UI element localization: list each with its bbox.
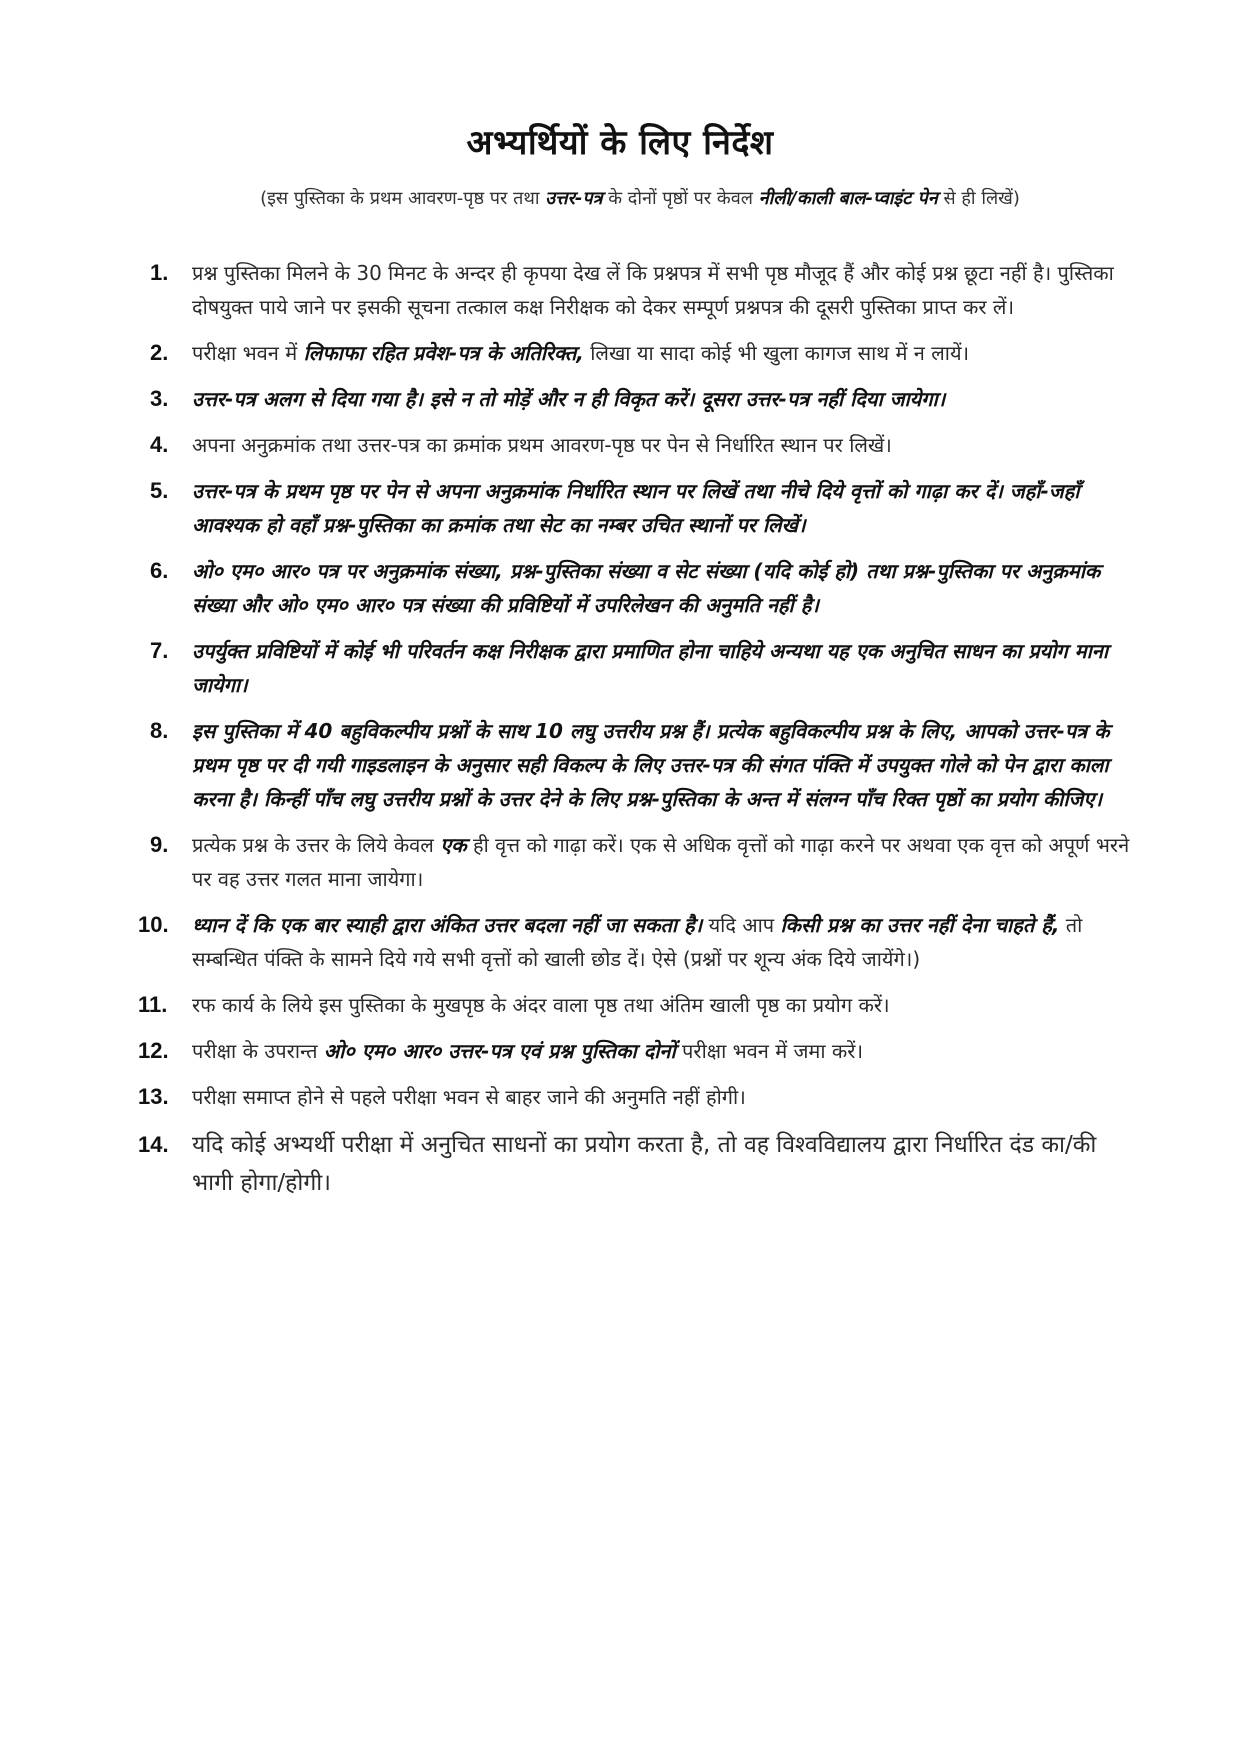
instruction-text: परीक्षा भवन में जमा करें। xyxy=(675,1039,864,1063)
instruction-text: रफ कार्य के लिये इस पुस्तिका के मुखपृष्ठ के अंदर वाला पृष्ठ तथा अंतिम खाली पृष्ठ का प्रयोग करें। xyxy=(192,993,890,1017)
instruction-text: यदि कोई अभ्यर्थी परीक्षा में अनुचित साधनों का प्रयोग करता है, तो वह विश्वविद्यालय द्वारा निर्धारित दंड का/की भागी होगा/होगी। xyxy=(192,1132,1097,1196)
instruction-text: प्रत्येक प्रश्न के उत्तर के लिये केवल xyxy=(192,833,441,857)
instruction-number: 9. xyxy=(150,832,169,857)
instruction-text: ही वृत्त को गाढ़ा करें। एक से अधिक वृत्तों को गाढ़ा करने पर अथवा एक वृत्त को अपूर्ण भरने पर वह उत्तर गलत माना जायेगा। xyxy=(192,833,1130,891)
instruction-item-2 xyxy=(150,336,1140,370)
instruction-emphasis: ओ० एम० आर० उत्तर-पत्र एवं प्रश्न पुस्तिका दोनों xyxy=(323,1039,676,1063)
subtitle-emphasis-1: उत्तर-पत्र xyxy=(545,188,603,209)
subtitle-text-2: के दोनों पृष्ठों पर केवल xyxy=(602,188,759,209)
instruction-number: 14. xyxy=(138,1132,169,1157)
instruction-number: 1. xyxy=(150,260,169,285)
instruction-number: 6. xyxy=(150,558,169,583)
instruction-text: यदि आप xyxy=(702,913,781,937)
instruction-list xyxy=(138,256,1140,1214)
instruction-text: लिखा या सादा कोई भी खुला कागज साथ में न लायें। xyxy=(583,341,970,365)
instruction-text: इस पुस्तिका में 40 बहुविकल्पीय प्रश्नों के साथ 10 लघु उत्तरीय प्रश्न हैं। प्रत्येक बहुविकल्पीय प्रश्न के लिए, आपको उत्तर-पत्र के प्रथम पृष्ठ पर दी गयी गाइडलाइन के अनुसार सही विकल्प के लिए उत्तर-पत्र की संगत पंक्ति में उपयुक्त गोले को पेन द्वारा काला करना है। किन्हीं पाँच लघु उत्तरीय प्रश्नों के उत्तर देने के लिए प्रश्न-पुस्तिका के अन्त में संलग्न पाँच रिक्त पृष्ठों का प्रयोग कीजिए। xyxy=(192,719,1110,811)
instruction-text: उत्तर-पत्र के प्रथम पृष्ठ पर पेन से अपना अनुक्रमांक निर्धारित स्थान पर लिखें तथा नीचे दिये वृत्तों को गाढ़ा कर दें। जहाँ-जहाँ आवश्यक हो वहाँ प्रश्न-पुस्तिका का क्रमांक तथा सेट का नम्बर उचित स्थानों पर लिखें। xyxy=(192,479,1080,537)
page-subtitle xyxy=(150,186,1130,210)
instruction-text: परीक्षा समाप्त होने से पहले परीक्षा भवन से बाहर जाने की अनुमति नहीं होगी। xyxy=(192,1085,746,1109)
instruction-item-10 xyxy=(138,908,1140,976)
instruction-text: ओ० एम० आर० पत्र पर अनुक्रमांक संख्या, प्रश्न-पुस्तिका संख्या व सेट संख्या (यदि कोई हो) तथा प्रश्न-पुस्तिका पर अनुक्रमांक संख्या और ओ० एम० आर० पत्र संख्या की प्रविष्टियों में उपरिलेखन की अनुमति नहीं है। xyxy=(192,559,1101,617)
instruction-text: परीक्षा भवन में xyxy=(192,341,304,365)
instruction-text: उत्तर-पत्र अलग से दिया गया है। इसे न तो मोड़ें और न ही विकृत करें। दूसरा उत्तर-पत्र नहीं दिया जायेगा। xyxy=(192,387,946,411)
subtitle-text-3: से ही लिखें) xyxy=(937,188,1020,209)
instruction-number: 3. xyxy=(150,386,169,411)
instruction-emphasis: एक xyxy=(440,833,467,857)
instruction-item-6 xyxy=(150,554,1140,622)
instruction-item-14 xyxy=(138,1126,1140,1202)
instruction-number: 10. xyxy=(138,912,169,937)
instruction-number: 5. xyxy=(150,478,169,503)
instruction-number: 7. xyxy=(150,638,169,663)
instruction-item-11 xyxy=(138,988,1140,1022)
instruction-item-8 xyxy=(150,714,1140,816)
instruction-item-13 xyxy=(138,1080,1140,1114)
subtitle-emphasis-2: नीली/काली बाल-प्वाइंट पेन xyxy=(758,188,938,209)
instruction-emphasis: लिफाफा रहित प्रवेश-पत्र के अतिरिक्त, xyxy=(303,341,584,365)
instruction-number: 12. xyxy=(138,1038,169,1063)
instruction-text: अपना अनुक्रमांक तथा उत्तर-पत्र का क्रमांक प्रथम आवरण-पृष्ठ पर पेन से निर्धारित स्थान पर लिखें। xyxy=(192,433,892,457)
instruction-item-7 xyxy=(150,634,1140,702)
instruction-item-4 xyxy=(150,428,1140,462)
instruction-number: 8. xyxy=(150,718,169,743)
instruction-text: उपर्युक्त प्रविष्टियों में कोई भी परिवर्तन कक्ष निरीक्षक द्वारा प्रमाणित होना चाहिये अन्यथा यह एक अनुचित साधन का प्रयोग माना जायेगा। xyxy=(192,639,1109,697)
instruction-number: 13. xyxy=(138,1084,169,1109)
instruction-item-3 xyxy=(150,382,1140,416)
subtitle-text-1: (इस पुस्तिका के प्रथम आवरण-पृष्ठ पर तथा xyxy=(260,188,546,209)
instruction-item-9 xyxy=(150,828,1140,896)
instruction-number: 4. xyxy=(150,432,169,457)
page-title: अभ्यर्थियों के लिए निर्देश xyxy=(466,123,774,163)
instruction-text: तो सम्बन्धित पंक्ति के सामने दिये गये सभी वृत्तों को खाली छोड दें। ऐसे (प्रश्नों पर शून्य अंक दिये जायेंगे।) xyxy=(192,913,1083,971)
instruction-item-5 xyxy=(150,474,1140,542)
instruction-emphasis: किसी प्रश्न का उत्तर नहीं देना चाहते हैं, xyxy=(780,913,1060,937)
instruction-item-12 xyxy=(138,1034,1140,1068)
instruction-number: 11. xyxy=(138,992,168,1017)
instruction-item-1 xyxy=(150,256,1140,324)
instruction-emphasis: ध्यान दें कि एक बार स्याही द्वारा अंकित उत्तर बदला नहीं जा सकता है। xyxy=(192,913,703,937)
instruction-text: प्रश्न पुस्तिका मिलने के 30 मिनट के अन्दर ही कृपया देख लें कि प्रश्नपत्र में सभी पृष्ठ मौजूद हैं और कोई प्रश्न छूटा नहीं है। पुस्तिका दोषयुक्त पाये जाने पर इसकी सूचना तत्काल कक्ष निरीक्षक को देकर सम्पूर्ण प्रश्नपत्र की दूसरी पुस्तिका प्राप्त कर लें। xyxy=(192,261,1114,319)
instruction-number: 2. xyxy=(150,340,169,365)
instruction-text: परीक्षा के उपरान्त xyxy=(192,1039,324,1063)
